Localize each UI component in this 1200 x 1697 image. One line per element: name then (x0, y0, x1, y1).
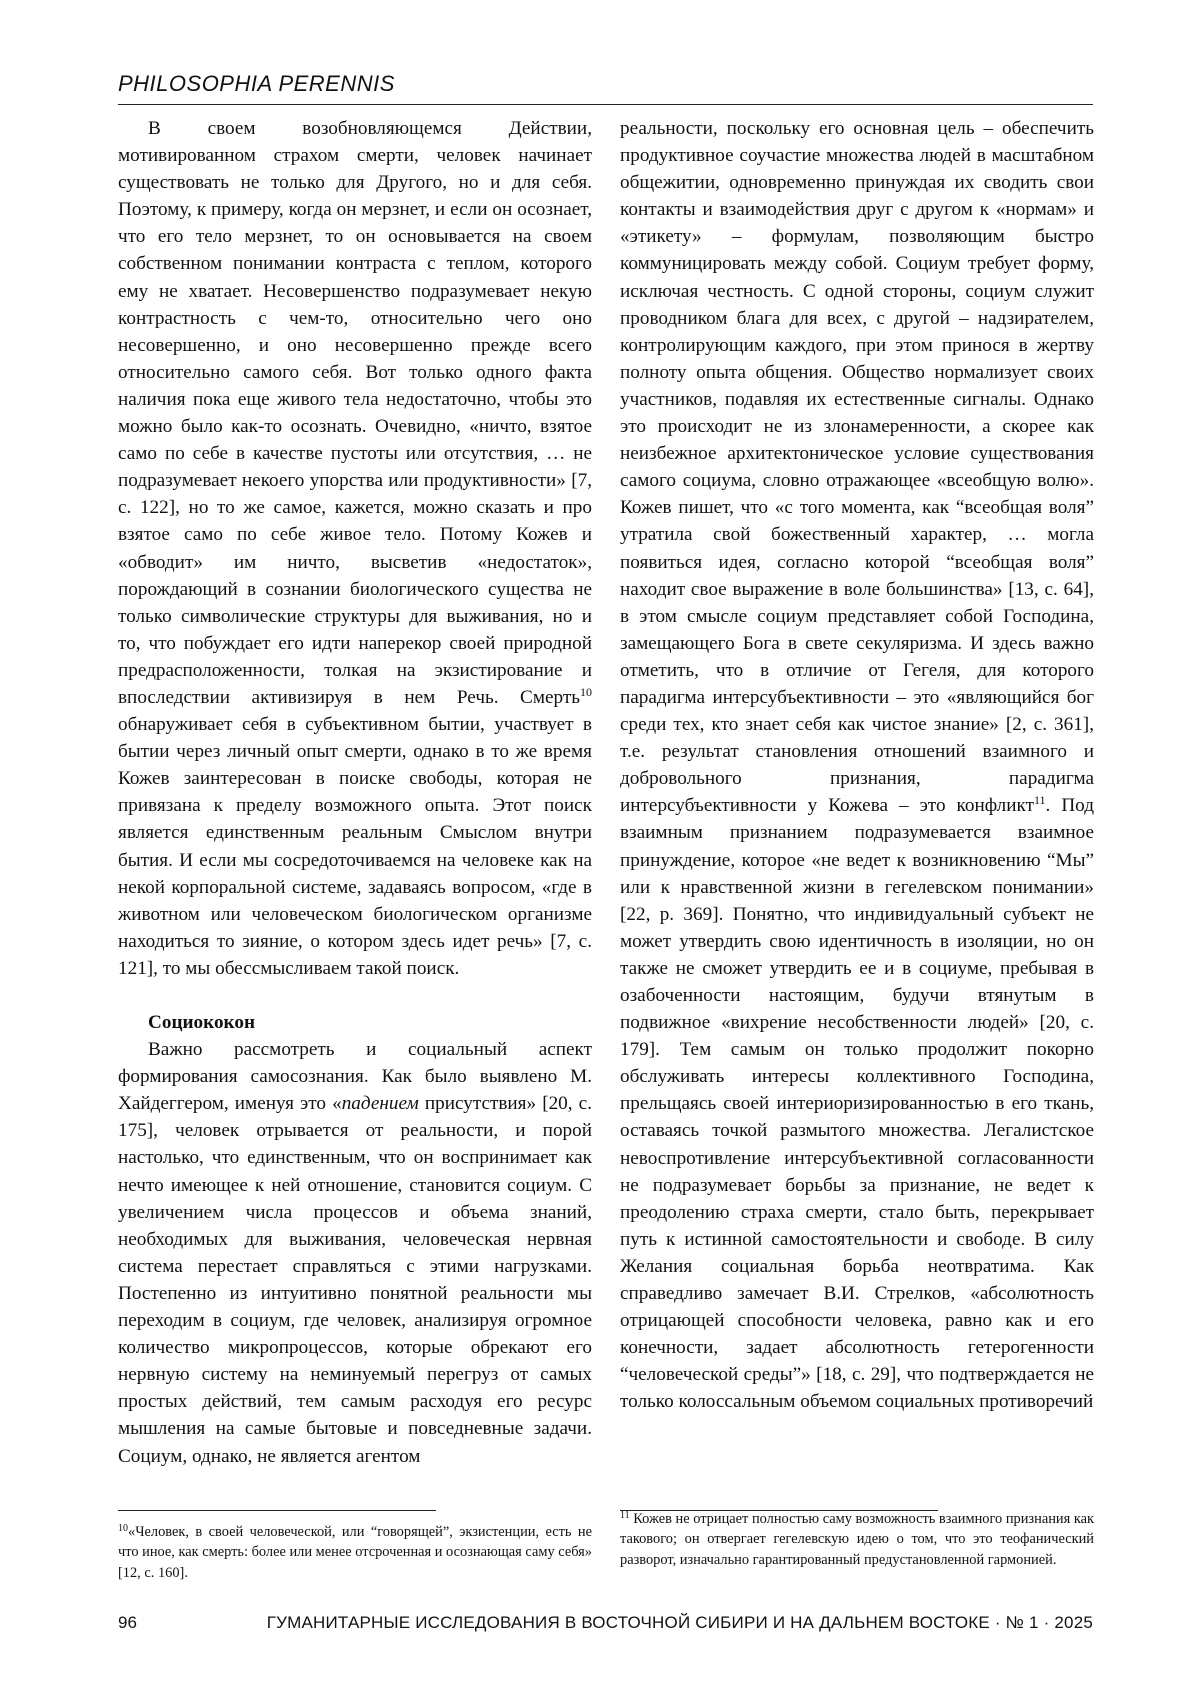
journal-title: ГУМАНИТАРНЫЕ ИССЛЕДОВАНИЯ В ВОСТОЧНОЙ СИБИРИ И НА ДАЛЬНЕМ ВОСТОКЕ · № 1 · 2025 (266, 1613, 1093, 1632)
paragraph: В своем возобновляющемся Действии, мотивированном страхом смерти, человек начинает существовать не только для Другого, но и для себя. Поэтому, к примеру, когда он мерзнет, и если он осознает, что его тело мерзнет, то он основывается на своем собственном понимании контраста с теплом, которого ему не хватает. Несовершенство подразумевает некую контрастность с чем-то, относительно чего оно несовершенно, и оно несовершенно прежде всего относительно самого себя. Вот только одного факта наличия пока еще живого тела недостаточно, чтобы это можно было как-то осознать. Очевидно, «ничто, взятое само по себе в качестве пустоты или отсутствия, … не подразумевает некоего упорства или продуктивности» [7, с. 122], но то же самое, кажется, можно сказать и про взятое само по себе живое тело. Потому Кожев и «обводит» им ничто, высветив «недостаток», порождающий в сознании биологического существа не только символические структуры для выживания, но и то, что побуждает его идти наперекор своей природной предрасположенности, толкая на экзистирование и впоследствии активизируя в нем Речь. Смерть$^{10}$ обнаруживает себя в субъективном бытии, участвует в бытии через личный опыт смерти, однако в то же время Кожев заинтересован в поиске свободы, которая не привязана к пределу возможного опыта. Этот поиск является единственным реальным Смыслом внутри бытия. И если мы сосредоточиваемся на человеке как на некой корпоральной системе, задаваясь вопросом, «где в животном или человеческом биологическом организме находиться то зияние, о котором здесь идет речь» [7, с. 121], то мы обессмысливаем такой поиск. (118, 118, 592, 979)
right-column (620, 115, 1094, 1416)
left-column (118, 115, 592, 1470)
paragraph: реальности, поскольку его основная цель – обеспечить продуктивное соучастие множества людей в масштабном общежитии, одновременно принуждая их сводить свои контакты и взаимодействия друг с другом к «нормам» и «этикету» – формулам, позволяющим быстро коммуницировать между собой. Социум требует форму, исключая честность. С одной стороны, социум служит проводником блага для всех, с другой – надзирателем, контролирующим каждого, при этом принося в жертву полноту опыта общения. Общество нормализует своих участников, подавляя их естественные сигналы. Однако это происходит не из злонамеренности, а скорее как неизбежное архитектоническое условие существования самого социума, словно отражающее «всеобщую волю». Кожев пишет, что «с того момента, как “всеобщая воля” утратила свой божественный характер, … могла появиться идея, согласно которой “всеобщая воля” находит свое выражение в воле большинства» [13, с. 64], в этом смысле социум представляет собой Господина, замещающего Бога в свете секуляризма. И здесь важно отметить, что в отличие от Гегеля, для которого парадигма интерсубъективности – это «являющийся бог среди тех, кто знает себя как чистое знание» [2, с. 361], т.е. результат становления отношений взаимного и добровольного признания, парадигма интерсубъективности у Кожева – это конфликт$^{11}$. Под взаимным признанием подразумевается взаимное принуждение, которое «не ведет к возникновению “Мы” или к нравственной жизни в гегелевском понимании» [22, p. 369]. Понятно, что индивидуальный субъект не может утвердить свою идентичность в изоляции, но он также не сможет утвердить ее и в социуме, пребывая в озабоченности настоящим, будучи втянутым в подвижное «вихрение несобственности людей» [20, с. 179]. Тем самым он только продолжит покорно обслуживать интересы коллективного Господина, прельщаясь своей интериоризированностью в его ткань, оставаясь точкой размытого множества. Легалистское невоспротивление интерсубъективной согласованности не подразумевает борьбы за признание, не ведет к преодолению страха смерти, стало быть, перекрывает путь к истинной самостоятельности и свободе. В силу Желания социальная борьба неотвратима. Как справедливо замечает В.И. Стрелков, «абсолютность отрицающей способности человека, равно как и его конечности, задает абсолютность гетерогенности “человеческой среды”» [18, с. 29], что подтверждается не только колоссальным объемом социальных противоречий (620, 118, 1094, 1413)
section-heading: Социококон (148, 1012, 256, 1033)
footnote-rule (118, 1510, 436, 1511)
header-rule (118, 104, 1093, 105)
running-head: PHILOSOPHIA PERENNIS (118, 71, 395, 96)
footnote-11: $^{11}$ Кожев не отрицает полностью саму возможность взаимного признания как такового; он отвергает гегелевскую идею о том, что это теофанический разворот, изначально гарантированный предустановленной гармонией. (620, 1510, 1094, 1568)
footnote-ref-11[interactable]: 11 (1033, 793, 1046, 808)
footnote-ref-10[interactable]: 10 (580, 684, 592, 699)
footnote-10: $^{10}$«Человек, в своей человеческой, или “говорящей”, экзистенции, есть не что иное, как смерть: более или менее отсроченная и осознающая саму себя» [12, с. 160]. (118, 1523, 592, 1581)
paragraph: Важно рассмотреть и социальный аспект формирования самосознания. Как было выявлено М. Хайдеггером, именуя это «падением присутствия» [20, с. 175], человек отрывается от реальности, и порой настолько, что единственным, что он воспринимает как нечто имеющее к ней отношение, становится социум. С увеличением числа процессов и объема знаний, необходимых для выживания, человеческая нервная система перестает справляться с этими нагрузками. Постепенно из интуитивно понятной реальности мы переходим в социум, где человек, анализируя огромное количество микропроцессов, которые обрекают его нервную систему на неминуемый перегруз от самых простых действий, тем самым расходуя его ресурс мышления на самые бытовые и повседневные задачи. Социум, однако, не является агентом (118, 1039, 592, 1467)
page-number: 96 (118, 1613, 137, 1632)
